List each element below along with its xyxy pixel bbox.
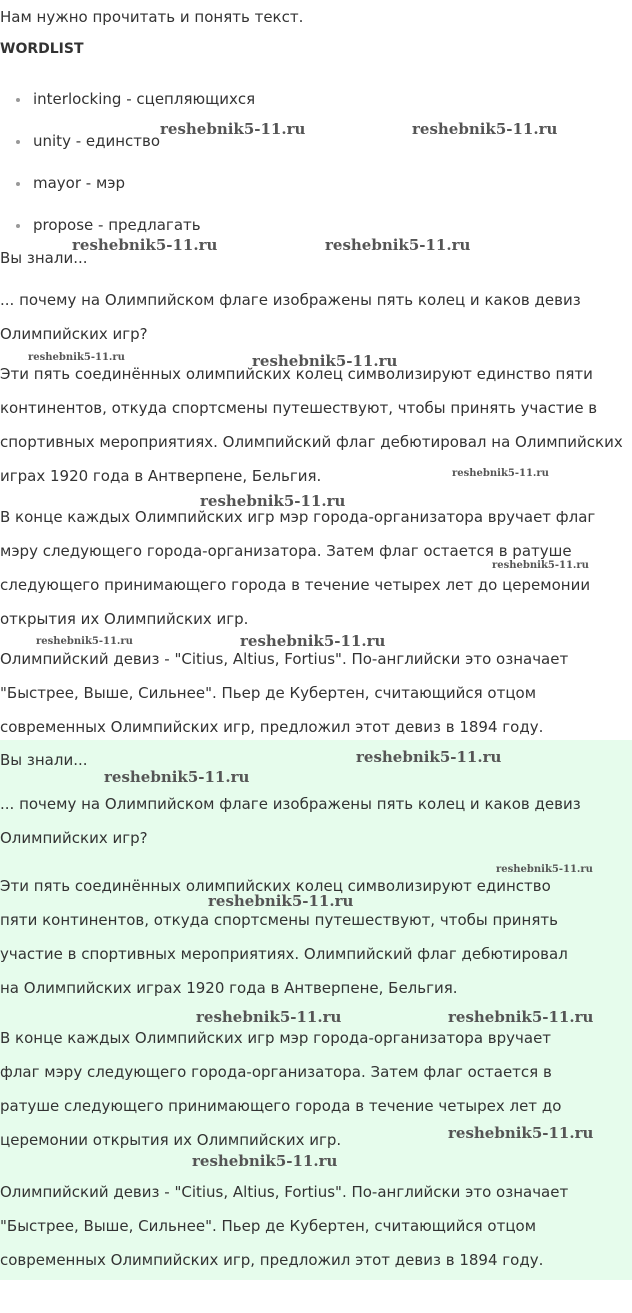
- paragraph-line: "Быстрее, Выше, Сильнее". Пьер де Кубертен, считающийся отцом: [0, 684, 537, 702]
- watermark: reshebnik5-11.ru: [192, 1152, 338, 1170]
- flag-paragraph: [0, 1021, 632, 1157]
- watermark: reshebnik5-11.ru: [325, 236, 471, 254]
- watermark: reshebnik5-11.ru: [412, 120, 558, 138]
- paragraph-line: современных Олимпийских игр, предложил этот девиз в 1894 году.: [0, 1251, 544, 1269]
- question-line: ... почему на Олимпийском флаге изображены пять колец и каков девиз: [0, 291, 581, 309]
- wordlist-item: unity - единство: [0, 130, 632, 172]
- paragraph-line: участие в спортивных мероприятиях. Олимпийский флаг дебютировал: [0, 945, 568, 963]
- paragraph-line: следующего принимающего города в течение четырех лет до церемонии: [0, 576, 591, 594]
- paragraph-line: современных Олимпийских игр, предложил этот девиз в 1894 году.: [0, 718, 544, 736]
- wordlist-item: propose - предлагать: [0, 214, 632, 256]
- watermark: reshebnik5-11.ru: [36, 636, 133, 647]
- motto-paragraph: [0, 1175, 632, 1277]
- watermark: reshebnik5-11.ru: [496, 864, 593, 875]
- paragraph-line: Олимпийский девиз - "Citius, Altius, Fortius". По-английски это означает: [0, 650, 569, 668]
- question-paragraph: [0, 787, 632, 855]
- did-you-know-heading: [0, 743, 632, 777]
- paragraph-line: пяти континентов, откуда спортсмены путешествуют, чтобы принять: [0, 911, 558, 929]
- wordlist: [0, 88, 632, 256]
- watermark: reshebnik5-11.ru: [196, 1008, 342, 1026]
- paragraph-line: спортивных мероприятиях. Олимпийский флаг дебютировал на Олимпийских: [0, 433, 623, 451]
- paragraph-line: Эти пять соединённых олимпийских колец символизируют единство: [0, 877, 551, 895]
- watermark: reshebnik5-11.ru: [452, 468, 549, 479]
- paragraph-line: флаг мэру следующего города-организатора. Затем флаг остается в: [0, 1063, 552, 1081]
- paragraph-line: играх 1920 года в Антверпене, Бельгия.: [0, 467, 322, 485]
- paragraph-line: на Олимпийских играх 1920 года в Антверпене, Бельгия.: [0, 979, 458, 997]
- paragraph-line: Олимпийский девиз - "Citius, Altius, Fortius". По-английски это означает: [0, 1183, 569, 1201]
- did-you-know-text: Вы знали...: [0, 751, 88, 769]
- paragraph-line: континентов, откуда спортсмены путешествуют, чтобы принять участие в: [0, 399, 598, 417]
- watermark: reshebnik5-11.ru: [72, 236, 218, 254]
- watermark: reshebnik5-11.ru: [104, 768, 250, 786]
- flag-paragraph: [0, 500, 632, 636]
- paragraph-line: церемонии открытия их Олимпийских игр.: [0, 1131, 342, 1149]
- paragraph-line: ратуше следующего принимающего города в течение четырех лет до: [0, 1097, 562, 1115]
- rings-paragraph: [0, 357, 632, 493]
- paragraph-line: "Быстрее, Выше, Сильнее". Пьер де Кубертен, считающийся отцом: [0, 1217, 537, 1235]
- intro-text: Нам нужно прочитать и понять текст.: [0, 8, 304, 26]
- paragraph-line: мэру следующего города-организатора. Затем флаг остается в ратуше: [0, 542, 572, 560]
- rings-paragraph: [0, 869, 632, 1005]
- watermark: reshebnik5-11.ru: [208, 892, 354, 910]
- question-line: ... почему на Олимпийском флаге изображены пять колец и каков девиз: [0, 795, 581, 813]
- wordlist-item: mayor - мэр: [0, 172, 632, 214]
- watermark: reshebnik5-11.ru: [160, 120, 306, 138]
- watermark: reshebnik5-11.ru: [448, 1124, 594, 1142]
- watermark: reshebnik5-11.ru: [356, 748, 502, 766]
- watermark: reshebnik5-11.ru: [448, 1008, 594, 1026]
- paragraph-line: открытия их Олимпийских игр.: [0, 610, 249, 628]
- wordlist-item: interlocking - сцепляющихся: [0, 88, 632, 130]
- watermark: reshebnik5-11.ru: [28, 352, 125, 363]
- motto-paragraph: [0, 642, 632, 744]
- watermark: reshebnik5-11.ru: [492, 560, 589, 571]
- did-you-know-heading: [0, 241, 632, 275]
- paragraph-line: В конце каждых Олимпийских игр мэр города-организатора вручает: [0, 1029, 552, 1047]
- wordlist-title: WORDLIST: [0, 41, 84, 57]
- paragraph-line: В конце каждых Олимпийских игр мэр города-организатора вручает флаг: [0, 508, 596, 526]
- question-paragraph: [0, 283, 632, 351]
- watermark: reshebnik5-11.ru: [240, 632, 386, 650]
- question-line: Олимпийских игр?: [0, 829, 148, 847]
- question-line: Олимпийских игр?: [0, 325, 148, 343]
- did-you-know-text: Вы знали...: [0, 249, 88, 267]
- paragraph-line: Эти пять соединённых олимпийских колец символизируют единство пяти: [0, 365, 593, 383]
- watermark: reshebnik5-11.ru: [252, 352, 398, 370]
- watermark: reshebnik5-11.ru: [200, 492, 346, 510]
